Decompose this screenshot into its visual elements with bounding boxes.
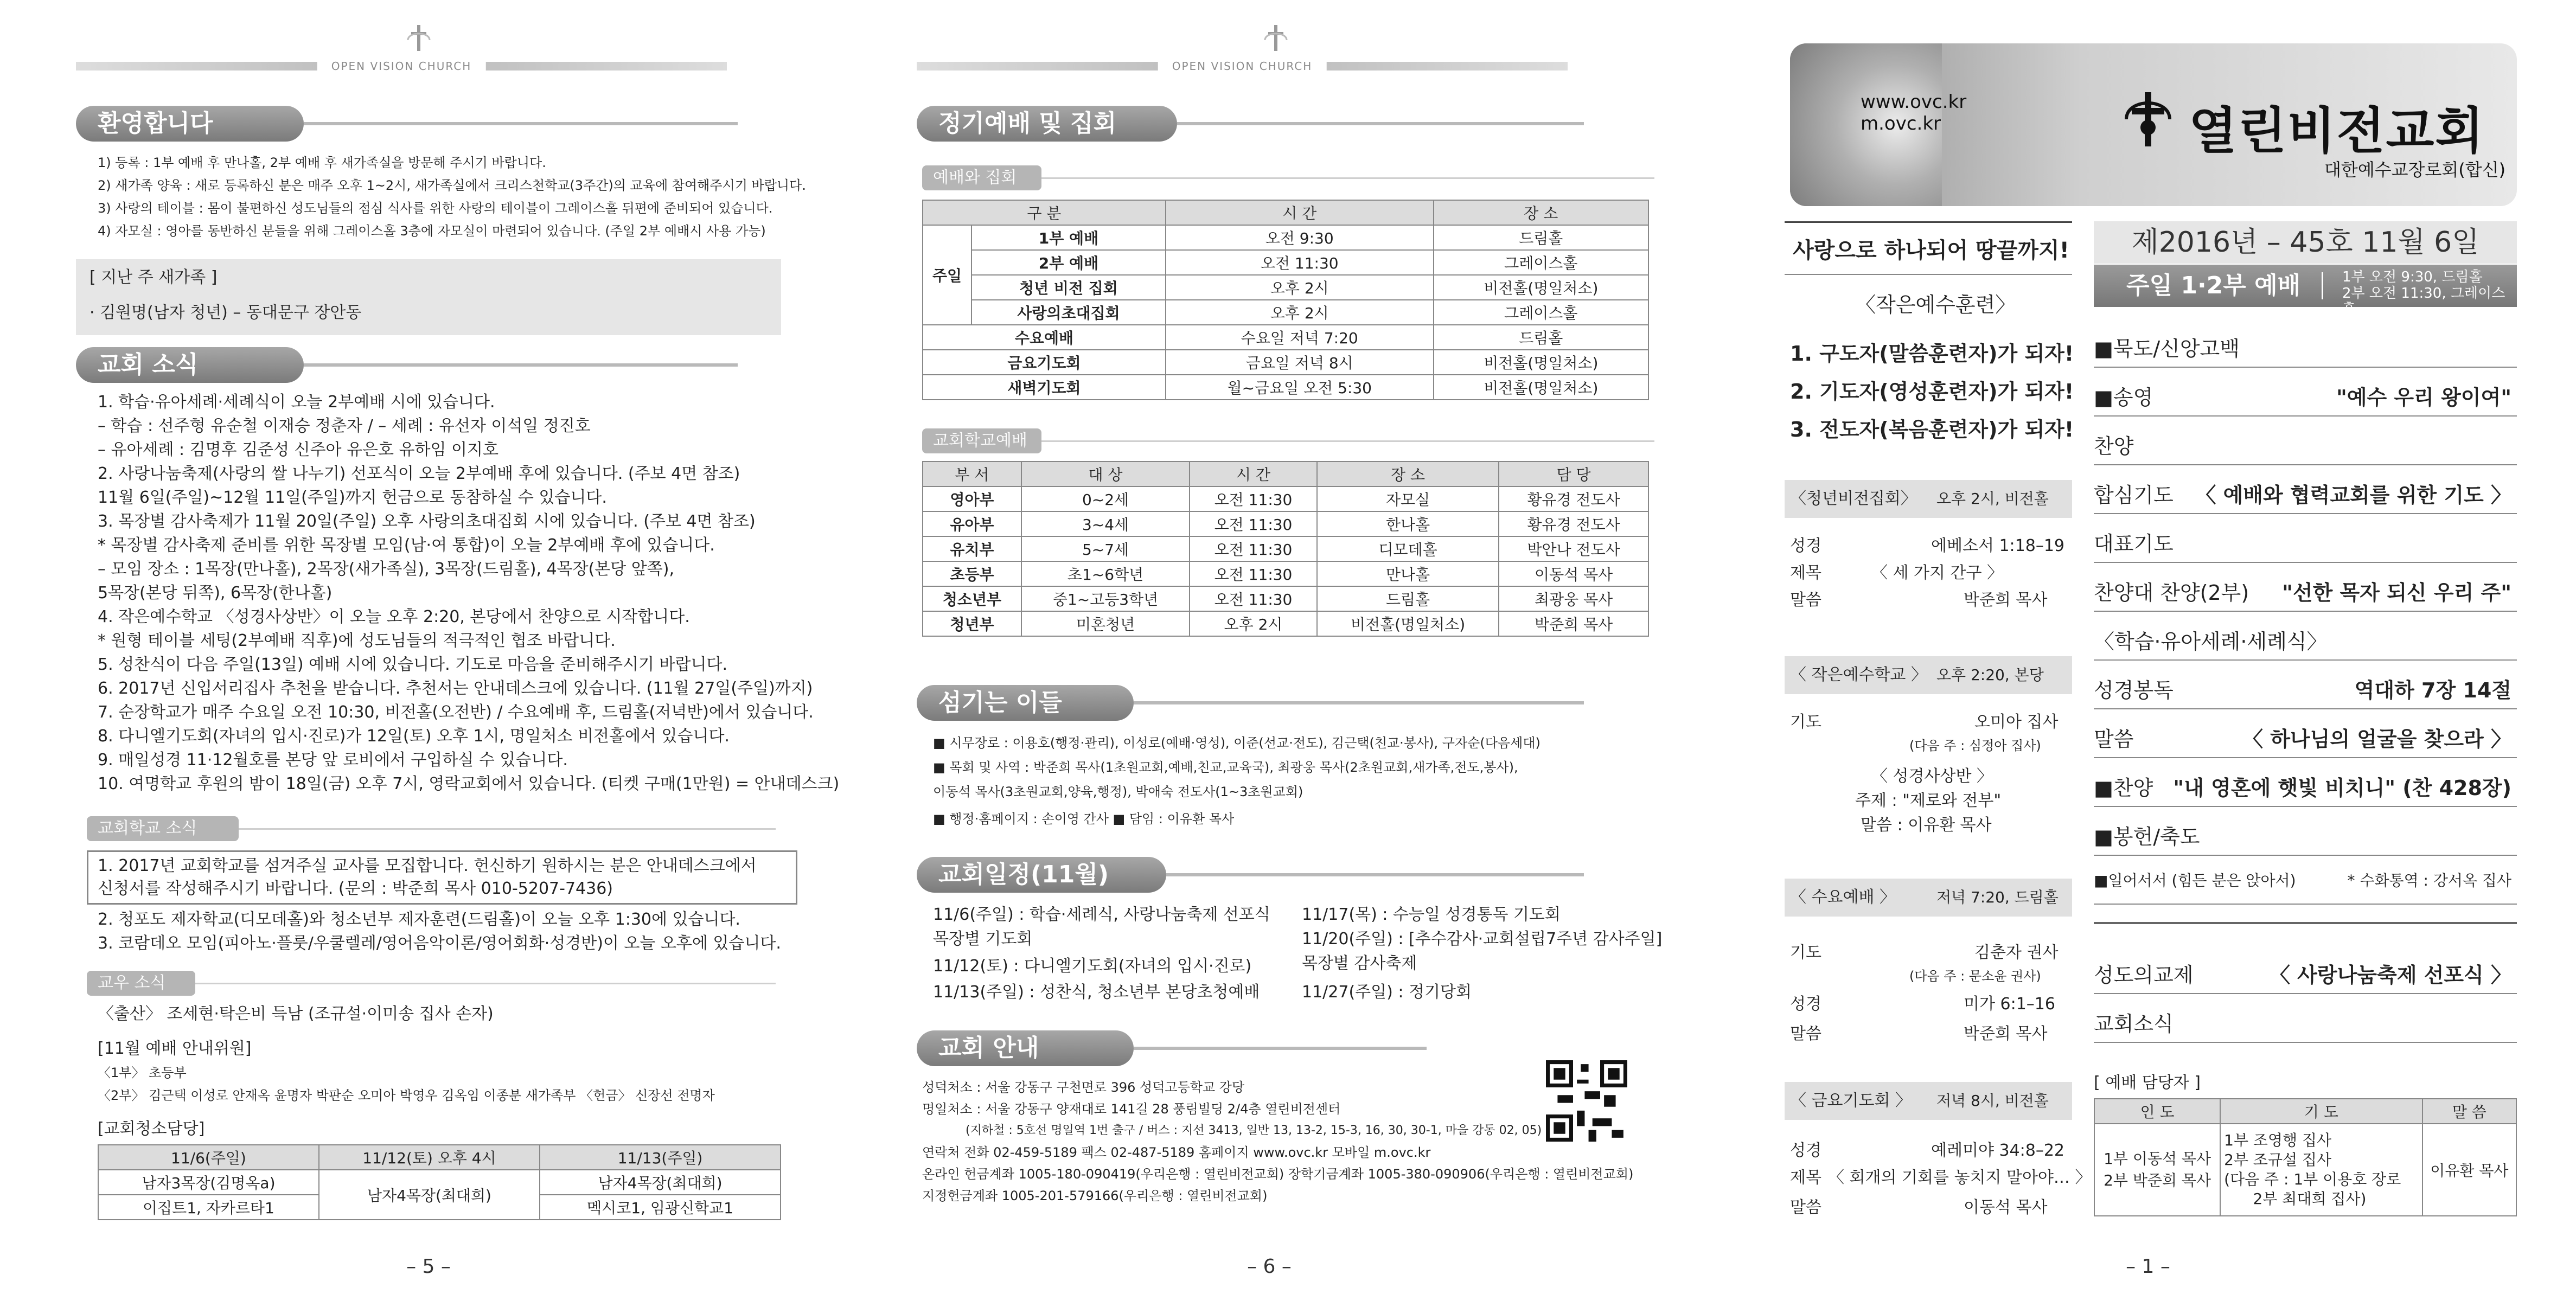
small-jesus-title: 〈작은예수훈련〉: [1855, 293, 2016, 317]
school-cell: 드림홀: [1317, 586, 1499, 611]
worship-cell: 오후 2시: [1166, 300, 1434, 325]
worship-cell: 그레이스홀: [1434, 300, 1648, 325]
church-logo-icon: [1258, 21, 1293, 55]
news-line: – 학습 : 선주형 유순철 이재승 정춘자 / – 세례 : 유선자 이석일 정진호: [98, 417, 591, 435]
worship-cell: 그레이스홀: [1434, 250, 1648, 275]
duty-table: [2094, 1098, 2517, 1216]
church-logo-icon: [401, 21, 436, 55]
worship-cell: 드림홀: [1434, 325, 1648, 350]
order-item: ■송영 "예수 우리 왕이여": [2094, 369, 2517, 417]
youth-label: 제목: [1790, 563, 1821, 582]
duty-word: 이유환 목사: [2422, 1124, 2516, 1216]
member-news-title: 교우 소식: [87, 971, 195, 996]
divider: [1785, 274, 2072, 275]
school-cell: 유치부: [923, 536, 1021, 561]
notice-item: 교회소식: [2094, 995, 2517, 1043]
school-cell: 청년부: [923, 611, 1021, 636]
qr-code-icon[interactable]: [1546, 1060, 1627, 1142]
new-family-entry: · 김원명(남자 청년) – 동대문구 장안동: [90, 303, 362, 322]
clean-header: 11/13(주일): [540, 1145, 781, 1170]
duty-lead: 1부 이동석 목사 2부 박준희 목사: [2094, 1124, 2220, 1216]
youth-label: 말씀: [1790, 591, 1821, 610]
school-news-line: 2. 청포도 제자학교(디모데홀)와 청소년부 제자훈련(드림홀)이 오늘 오후 1:30에 있습니다.: [98, 910, 740, 929]
worship-cell: 오전 11:30: [1166, 250, 1434, 275]
order-item: ■찬양 "내 영혼에 햇빛 비치니" (찬 428장): [2094, 759, 2517, 807]
fri-value: 예레미야 34:8–22: [1931, 1141, 2064, 1160]
youth-label: 성경: [1790, 536, 1821, 555]
school-cell: 오전 11:30: [1190, 511, 1317, 536]
school-cell: 최광웅 목사: [1499, 586, 1648, 611]
schedule-left: 11/12(토) : 다니엘기도회(자녀의 입시·진로): [933, 957, 1252, 976]
page-number: – 6 –: [1247, 1255, 1292, 1278]
schedule-section-title: 교회일정(11월): [917, 857, 1166, 893]
page-number: – 5 –: [406, 1255, 451, 1278]
news-line: 11월 6일(주일)~12월 11일(주일)까지 헌금으로 동참하실 수 있습니다.: [98, 488, 607, 507]
guide-line: 명일처소 : 서울 강동구 양재대로 141길 28 풍림빌딩 2/4층 열린비전센터: [922, 1101, 1341, 1117]
wed-label: 말씀: [1790, 1024, 1821, 1043]
schedule-right: 11/27(주일) : 정기당회: [1302, 983, 1472, 1002]
schedule-left: 11/6(주일) : 학습·세례식, 사랑나눔축제 선포식: [933, 905, 1270, 924]
news-line: 6. 2017년 신입서리집사 추천을 받습니다. 추천서는 안내데스크에 있습니다. (11월 27일(주일)까지): [98, 679, 813, 698]
school-cell: 오전 11:30: [1190, 561, 1317, 586]
page-number: – 1 –: [2126, 1255, 2170, 1278]
school-cell: 초1~6학년: [1021, 561, 1190, 586]
news-line: 10. 여명학교 후원의 밤이 18일(금) 오후 7시, 영락교회에서 있습니다. (티켓 구매(1만원) = 안내데스크): [98, 774, 840, 793]
wed-title: 〈 수요예배 〉: [1790, 888, 1896, 907]
school-label: 기도: [1790, 713, 1821, 732]
school-cell: 오전 11:30: [1190, 486, 1317, 511]
church-name: 열린비전교회: [2189, 102, 2485, 160]
worship-cell: 오후 2시: [1166, 275, 1434, 300]
fri-value: 〈 회개의 기회를 놓치지 말아야… 〉: [1828, 1168, 2092, 1187]
worship-cell: 수요예배: [923, 325, 1166, 350]
school-cell: 초등부: [923, 561, 1021, 586]
servers-section-title: 섬기는 이들: [917, 685, 1134, 721]
youth-value: 박준희 목사: [1964, 591, 2048, 610]
servers-line: ■ 행정·홈페이지 : 손이영 간사 ■ 담임 : 이유환 목사: [933, 811, 1235, 827]
issue-date: 제2016년 – 45호 11월 6일: [2094, 221, 2517, 264]
service-title: 주일 1·2부 예배: [2126, 272, 2301, 299]
order-item: 〈학습·유아세례·세례식〉: [2094, 613, 2517, 661]
fri-value: 이동석 목사: [1964, 1198, 2048, 1217]
worship-section-title: 정기예배 및 집회: [917, 106, 1177, 142]
youth-value: 〈 세 가지 간구 〉: [1871, 563, 2004, 582]
news-line: * 원형 테이블 세팅(2부예배 직후)에 성도님들의 적극적인 협조 바랍니다.: [98, 631, 616, 650]
school-cell: 청소년부: [923, 586, 1021, 611]
school-cell: 0~2세: [1021, 486, 1190, 511]
worship-cell: 월~금요일 오전 5:30: [1166, 375, 1434, 400]
worship-cell: 비전홀(명일처소): [1434, 275, 1648, 300]
welcome-item: 2) 새가족 양육 : 새로 등록하신 분은 매주 오후 1~2시, 새가족실에서 크리스천학교(3주간)의 교육에 참여해주시기 바랍니다.: [98, 178, 806, 193]
school-value: (다음 주 : 심정아 집사): [1909, 738, 2041, 753]
welcome-item: 3) 사랑의 테이블 : 몸이 불편하신 성도님들의 점심 식사를 위한 사랑의 테이블이 그레이스홀 뒤편에 준비되어 있습니다.: [98, 201, 773, 216]
slogan: 사랑으로 하나되어 땅끝까지!: [1793, 238, 2069, 263]
school-value: 오미아 집사: [1974, 713, 2059, 732]
school-news-line: 1. 2017년 교회학교를 섬겨주실 교사를 모집합니다. 헌신하기 원하시는 분은 안내데스크에서: [98, 856, 757, 875]
service-times: 1부 오전 9:30, 드림홀 2부 오전 11:30, 그레이스홀: [2342, 269, 2505, 318]
worship-cell: 청년 비전 집회: [971, 275, 1166, 300]
clean-table: [98, 1144, 781, 1220]
worship-cell: 비전홀(명일처소): [1434, 350, 1648, 375]
servers-line: ■ 시무장로 : 이용호(행정·관리), 이성로(예배·영성), 이준(선교·전도), 김근택(친교·봉사), 구자순(다음세대): [933, 735, 1541, 751]
welcome-section-title: 환영합니다: [76, 106, 304, 142]
open-vision-label: OPEN VISION CHURCH: [317, 60, 486, 73]
school-header: 담 당: [1499, 462, 1648, 486]
news-line: 5. 성찬식이 다음 주일(13일) 예배 시에 있습니다. 기도로 마음을 준비해주시기 바랍니다.: [98, 655, 727, 674]
clean-header: 11/12(토) 오후 4시: [319, 1145, 540, 1170]
worship-header: 구 분: [923, 200, 1166, 225]
order-item: 찬양대 찬양(2부) "선한 목자 되신 우리 주": [2094, 564, 2517, 612]
school-header: 장 소: [1317, 462, 1499, 486]
school-cell: 박안나 전도사: [1499, 536, 1648, 561]
news-line: * 목장별 감사축제 준비를 위한 목장별 모임(남·여 통합)이 오늘 2부예배 후에 있습니다.: [98, 536, 715, 555]
youth-title: 〈청년비전집회〉: [1790, 489, 1917, 508]
church-emblem-icon: [2115, 87, 2181, 152]
school-news-line: 신청서를 작성해주시기 바랍니다. (문의 : 박준희 목사 010-5207-7436): [98, 879, 613, 898]
news-line: 2. 사랑나눔축제(사랑의 쌀 나누기) 선포식이 오늘 2부예배 후에 있습니다. (주보 4면 참조): [98, 464, 740, 483]
wed-time: 저녁 7:20, 드림홀: [1936, 888, 2059, 906]
news-line: 4. 작은예수학교 〈성경사상반〉이 오늘 오후 2:20, 본당에서 찬양으로 시작합니다.: [98, 607, 690, 626]
welcome-item: 4) 자모실 : 영아를 동반하신 분들을 위해 그레이스홀 3층에 자모실이 마련되어 있습니다. (주일 2부 예배시 사용 가능): [98, 223, 766, 239]
top-banner: [76, 60, 727, 73]
worship-cell: 금요일 저녁 8시: [1166, 350, 1434, 375]
worship-cell: 수요일 저녁 7:20: [1166, 325, 1434, 350]
news-line: 7. 순장학교가 매주 수요일 오전 10:30, 비전홀(오전반) / 수요예배 후, 드림홀(저녁반)에서 있습니다.: [98, 703, 814, 722]
school-cell: 만나홀: [1317, 561, 1499, 586]
order-item: 대표기도: [2094, 515, 2517, 563]
school-cell: 디모데홀: [1317, 536, 1499, 561]
youth-value: 에베소서 1:18–19: [1931, 536, 2064, 555]
guide-line: 연락처 전화 02-459-5189 팩스 02-487-5189 홈페이지 www.ovc.kr 모바일 m.ovc.kr: [922, 1145, 1431, 1160]
divider: [2094, 922, 2517, 924]
order-item: ■묵도/신앙고백: [2094, 320, 2517, 368]
school-cell: 5~7세: [1021, 536, 1190, 561]
usher-line: 〈2부〉 김근택 이성로 안재옥 윤명자 박판순 오미아 박영우 김옥임 이종분 새가족부 〈헌금〉 신장선 전명자: [98, 1088, 715, 1103]
news-line: 5목장(본당 뒤쪽), 6목장(한나홀): [98, 584, 333, 603]
school-cell: 비전홀(명일처소): [1317, 611, 1499, 636]
school-cell: 유아부: [923, 511, 1021, 536]
worship-table: [922, 200, 1649, 400]
order-item: 찬양: [2094, 418, 2517, 465]
school-header: 시 간: [1190, 462, 1317, 486]
welcome-item: 1) 등록 : 1부 예배 후 만나홀, 2부 예배 후 새가족실을 방문해 주시기 바랍니다.: [98, 155, 546, 170]
school-worship-sub-title: 교회학교예배: [922, 428, 1041, 453]
clean-cell: 이집트1, 자카르타1: [98, 1195, 319, 1220]
school-center: 말씀 : 이유환 목사: [1861, 816, 1992, 835]
guide-line: 성덕처소 : 서울 강동구 구천면로 396 성덕고등학교 강당: [922, 1080, 1245, 1095]
worship-cell: 비전홀(명일처소): [1434, 375, 1648, 400]
usher-title: [11월 예배 안내위원]: [98, 1039, 252, 1058]
open-vision-label: OPEN VISION CHURCH: [1158, 60, 1327, 73]
schedule-right: 11/17(목) : 수능일 성경통독 기도회: [1302, 905, 1561, 924]
clean-cell: 남자4목장(최대희): [540, 1170, 781, 1195]
top-banner: [917, 60, 1568, 73]
schedule-right: 11/20(주일) : [추수감사·교회설립7주년 감사주일]: [1302, 930, 1663, 949]
fri-label: 말씀: [1790, 1198, 1821, 1217]
school-cell: 오후 2시: [1190, 611, 1317, 636]
worship-cell: 2부 예배: [971, 250, 1166, 275]
school-title: 〈 작은예수학교 〉: [1790, 665, 1927, 684]
worship-cell: 사랑의초대집회: [971, 300, 1166, 325]
new-family-title: [ 지난 주 새가족 ]: [90, 268, 218, 287]
news-line: 9. 매일성경 11·12월호를 본당 앞 로비에서 구입하실 수 있습니다.: [98, 751, 568, 770]
wed-value: (다음 주 : 문소윤 권사): [1909, 969, 2041, 984]
schedule-right: 목장별 감사축제: [1302, 954, 1417, 973]
fellowship-item: 성도의교제 〈 사랑나눔축제 선포식 〉: [2094, 946, 2517, 994]
small-jesus-item: 2. 기도자(영성훈련자)가 되자!: [1790, 380, 2074, 403]
clean-cell: 멕시코1, 임광신학교1: [540, 1195, 781, 1220]
school-cell: 오전 11:30: [1190, 586, 1317, 611]
order-item: 말씀 〈 하나님의 얼굴을 찾으라 〉: [2094, 710, 2517, 758]
wed-label: 성경: [1790, 995, 1821, 1014]
duty-header: 인 도: [2094, 1099, 2220, 1124]
guide-line: (지하철 : 5호선 명일역 1번 출구 / 버스 : 지선 3413, 일반 13, 13-2, 15-3, 16, 30, 30-1, 마을 강동 02, 05): [966, 1124, 1542, 1137]
school-news-title: 교회학교 소식: [87, 816, 239, 841]
school-cell: 영아부: [923, 486, 1021, 511]
school-center: 〈 성경사상반 〉: [1871, 767, 1993, 786]
school-cell: 자모실: [1317, 486, 1499, 511]
fri-title: 〈 금요기도회 〉: [1790, 1091, 1912, 1110]
duty-title: [ 예배 담당자 ]: [2094, 1073, 2201, 1092]
news-section-title: 교회 소식: [76, 347, 304, 383]
guide-line: 온라인 헌금계좌 1005-180-090419(우리은행 : 열린비전교회) 장학기금계좌 1005-380-090906(우리은행 : 열린비전교회): [922, 1167, 1634, 1182]
school-news-line: 3. 코람데오 모임(피아노·플룻/우쿨렐레/영어음악이론/영어회화·성경반)이 오늘 오후에 있습니다.: [98, 934, 781, 953]
duty-prayer: 1부 조영행 집사 2부 조규설 집사 (다음 주 : 1부 이용호 장로 2부 최대희 집사): [2220, 1124, 2422, 1216]
wed-value: 박준희 목사: [1964, 1024, 2048, 1043]
guide-line: 지정헌금계좌 1005-201-579166(우리은행 : 열린비전교회): [922, 1188, 1268, 1203]
clean-header: 11/6(주일): [98, 1145, 319, 1170]
news-line: 8. 다니엘기도회(자녀의 입시·진로)가 12일(토) 오후 1시, 명일처소 비전홀에서 있습니다.: [98, 727, 730, 746]
worship-cell: 1부 예배: [971, 225, 1166, 250]
school-worship-table: [922, 461, 1649, 637]
schedule-left: 목장별 기도회: [933, 930, 1033, 949]
order-item: 합심기도 〈 예배와 협력교회를 위한 기도 〉: [2094, 466, 2517, 514]
clean-title: [교회청소담당]: [98, 1119, 205, 1138]
school-cell: 미혼청년: [1021, 611, 1190, 636]
worship-group: 주일: [923, 225, 971, 325]
worship-cell: 드림홀: [1434, 225, 1648, 250]
school-cell: 황유경 전도사: [1499, 511, 1648, 536]
school-cell: 이동석 목사: [1499, 561, 1648, 586]
news-line: 3. 목장별 감사축제가 11월 20일(주일) 오후 사랑의초대집회 시에 있습니다. (주보 4면 참조): [98, 512, 756, 531]
schedule-left: 11/13(주일) : 성찬식, 청소년부 본당초청예배: [933, 983, 1260, 1002]
school-header: 대 상: [1021, 462, 1190, 486]
usher-line: 〈1부〉 초등부: [98, 1065, 187, 1080]
clean-cell: 남자4목장(최대희): [319, 1170, 540, 1220]
worship-cell: 금요기도회: [923, 350, 1166, 375]
website-url[interactable]: www.ovc.kr m.ovc.kr: [1861, 91, 1967, 134]
school-cell: 중1~고등3학년: [1021, 586, 1190, 611]
news-line: 1. 학습·유아세례·세례식이 오늘 2부예배 시에 있습니다.: [98, 393, 495, 412]
school-header: 부 서: [923, 462, 1021, 486]
duty-header: 말 씀: [2422, 1099, 2516, 1124]
member-news: 〈출산〉 조세현·탁은비 득남 (조규설·이미송 집사 손자): [98, 1004, 494, 1023]
school-cell: 박준희 목사: [1499, 611, 1648, 636]
order-item: ■봉헌/축도: [2094, 808, 2517, 856]
order-item: ■일어서서 (힘든 분은 앉아서) * 수화통역 : 강서옥 집사: [2094, 857, 2517, 905]
school-cell: 한나홀: [1317, 511, 1499, 536]
service-bar: [2094, 265, 2517, 318]
small-jesus-item: 3. 전도자(복음훈련자)가 되자!: [1790, 418, 2074, 441]
youth-time: 오후 2시, 비전홀: [1936, 490, 2049, 508]
worship-cell: 새벽기도회: [923, 375, 1166, 400]
school-cell: 황유경 전도사: [1499, 486, 1648, 511]
divider: [1785, 221, 2072, 223]
guide-section-title: 교회 안내: [917, 1030, 1134, 1066]
worship-header: 장 소: [1434, 200, 1648, 225]
church-denomination: 대한예수교장로회(합신): [2324, 159, 2506, 180]
small-jesus-item: 1. 구도자(말씀훈련자)가 되자!: [1790, 342, 2074, 366]
school-cell: 3~4세: [1021, 511, 1190, 536]
news-line: – 유아세례 : 김명후 김준성 신주아 유은호 유하임 이지호: [98, 440, 498, 459]
order-item: 성경봉독 역대하 7장 14절: [2094, 662, 2517, 709]
clean-cell: 남자3목장(김명옥a): [98, 1170, 319, 1195]
fri-time: 저녁 8시, 비전홀: [1936, 1092, 2049, 1110]
servers-line: 이동석 목사(3초원교회,양육,행정), 박애숙 전도사(1~3초원교회): [933, 784, 1303, 799]
duty-header: 기 도: [2220, 1099, 2422, 1124]
fri-label: 성경: [1790, 1141, 1821, 1160]
wed-value: 미가 6:1–16: [1964, 995, 2055, 1014]
news-line: – 모임 장소 : 1목장(만나홀), 2목장(새가족실), 3목장(드림홀), 4목장(본당 앞쪽),: [98, 560, 675, 579]
wed-label: 기도: [1790, 943, 1821, 962]
worship-header: 시 간: [1166, 200, 1434, 225]
worship-cell: 오전 9:30: [1166, 225, 1434, 250]
worship-sub-title: 예배와 집회: [922, 165, 1041, 190]
school-center: 주제 : "제로와 전부": [1855, 791, 2002, 810]
fri-label: 제목: [1790, 1168, 1821, 1187]
school-cell: 오전 11:30: [1190, 536, 1317, 561]
school-time: 오후 2:20, 본당: [1936, 666, 2044, 684]
servers-line: ■ 목회 및 사역 : 박준희 목사(1초원교회,예배,친교,교육국), 최광웅 목사(2초원교회,새가족,전도,봉사),: [933, 760, 1518, 775]
wed-value: 김춘자 권사: [1974, 943, 2059, 962]
